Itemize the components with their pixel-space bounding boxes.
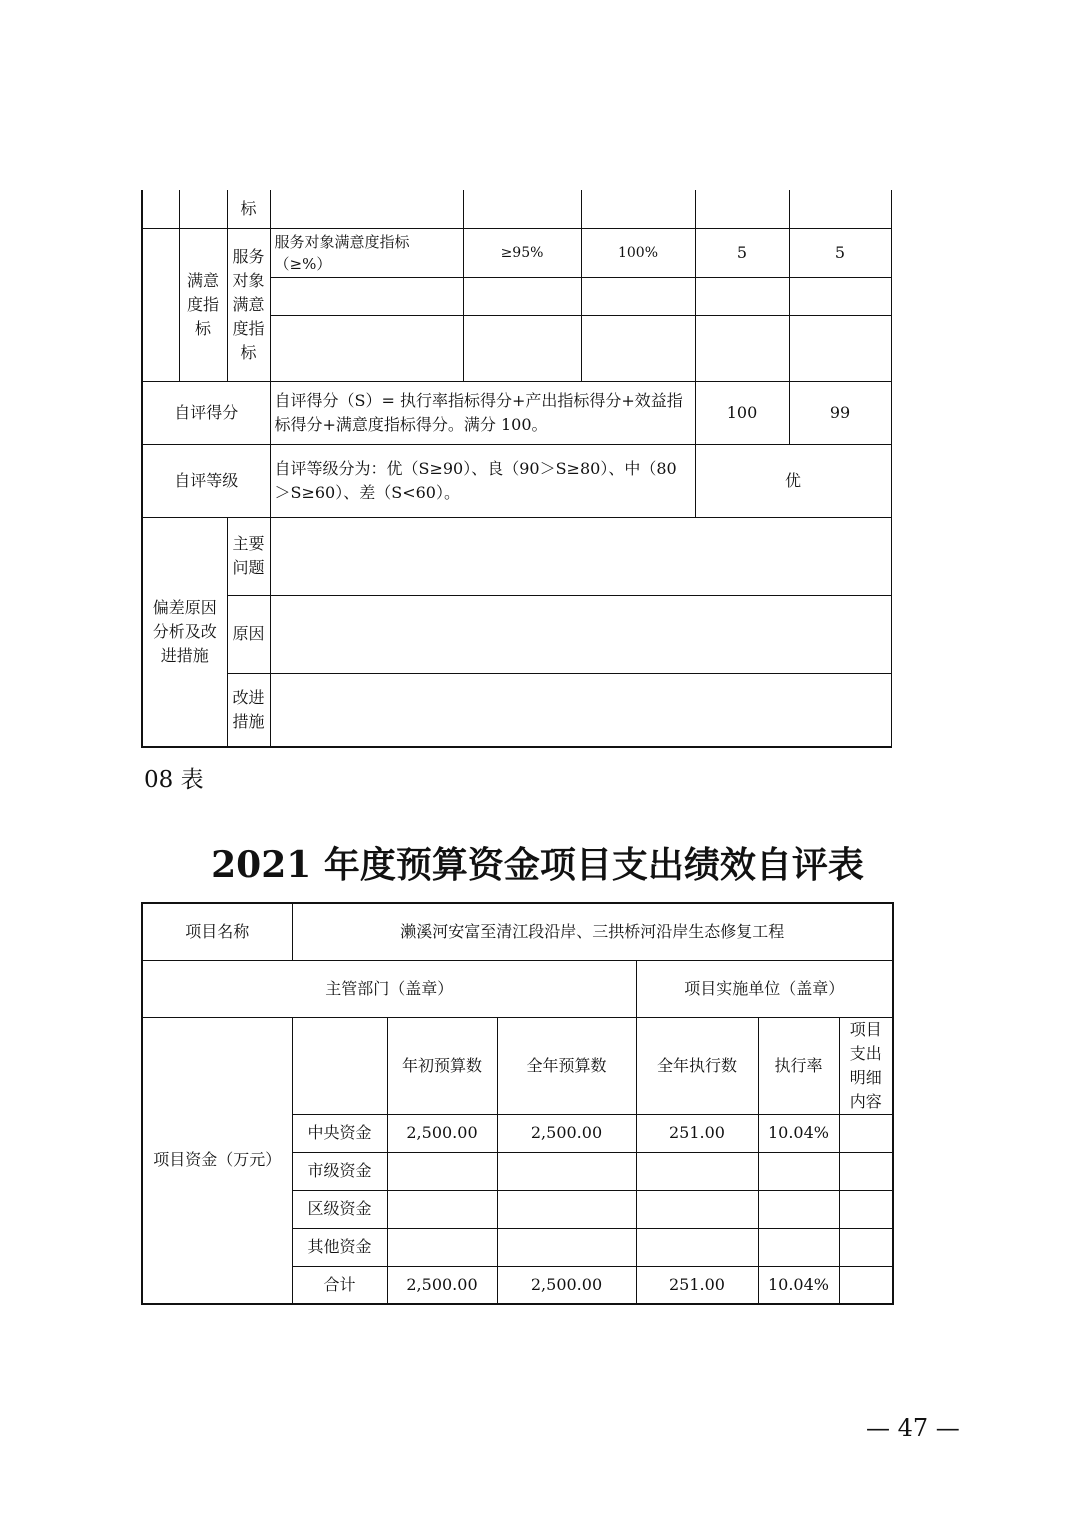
performance-indicator-table (141, 190, 892, 748)
table-number-label: 08 表 (144, 767, 204, 793)
annual-budget: 2,500.00 (497, 1114, 636, 1152)
header-detail: 项目支出明细内容 (839, 1017, 893, 1114)
satisfaction-sub-label: 服务对象满意度指标 (227, 228, 270, 381)
reason-label: 原因 (227, 595, 270, 673)
self-grade-desc: 自评等级分为：优（S≥90）、良（90＞S≥80）、中（80＞S≥60）、差（S<60）。 (270, 444, 695, 517)
page-number: — 47 — (866, 1414, 960, 1442)
page-title: 2021 年度预算资金项目支出绩效自评表 (211, 844, 864, 886)
fund-source-label: 其他资金 (292, 1228, 387, 1266)
fund-source-label: 市级资金 (292, 1152, 387, 1190)
total-annual: 2,500.00 (497, 1266, 636, 1304)
self-grade-label: 自评等级 (142, 444, 270, 517)
project-name: 濑溪河安富至清江段沿岸、三拱桥河沿岸生态修复工程 (292, 903, 893, 960)
fund-source-label: 中央资金 (292, 1114, 387, 1152)
header-initial: 年初预算数 (387, 1017, 497, 1114)
satisfaction-target: ≥95% (463, 228, 581, 277)
impl-unit-label: 项目实施单位（盖章） (636, 960, 893, 1017)
executed-amount: 251.00 (636, 1114, 758, 1152)
self-score-value: 99 (789, 381, 891, 444)
header-annual: 全年预算数 (497, 1017, 636, 1114)
main-issue-label: 主要问题 (227, 517, 270, 595)
total-executed: 251.00 (636, 1266, 758, 1304)
self-score-desc: 自评得分（S）= 执行率指标得分+产出指标得分+效益指标得分+满意度指标得分。满分 100。 (270, 381, 695, 444)
satisfaction-actual: 100% (581, 228, 695, 277)
self-grade-value: 优 (695, 444, 891, 517)
funds-label: 项目资金（万元） (142, 1017, 292, 1304)
total-rate: 10.04% (758, 1266, 839, 1304)
self-score-full: 100 (695, 381, 789, 444)
execution-rate: 10.04% (758, 1114, 839, 1152)
total-initial: 2,500.00 (387, 1266, 497, 1304)
self-score-label: 自评得分 (142, 381, 270, 444)
satisfaction-score: 5 (789, 228, 891, 277)
total-label: 合计 (292, 1266, 387, 1304)
fund-source-label: 区级资金 (292, 1190, 387, 1228)
satisfaction-group-label: 满意度指标 (179, 228, 227, 381)
row-label-biao: 标 (227, 190, 270, 228)
satisfaction-weight: 5 (695, 228, 789, 277)
dept-label: 主管部门（盖章） (142, 960, 636, 1017)
header-executed: 全年执行数 (636, 1017, 758, 1114)
satisfaction-indicator: 服务对象满意度指标（≥%） (270, 228, 463, 277)
deviation-label: 偏差原因分析及改进措施 (142, 517, 227, 747)
header-rate: 执行率 (758, 1017, 839, 1114)
initial-budget: 2,500.00 (387, 1114, 497, 1152)
project-name-label: 项目名称 (142, 903, 292, 960)
budget-self-evaluation-table (141, 902, 894, 1305)
improve-label: 改进措施 (227, 673, 270, 747)
